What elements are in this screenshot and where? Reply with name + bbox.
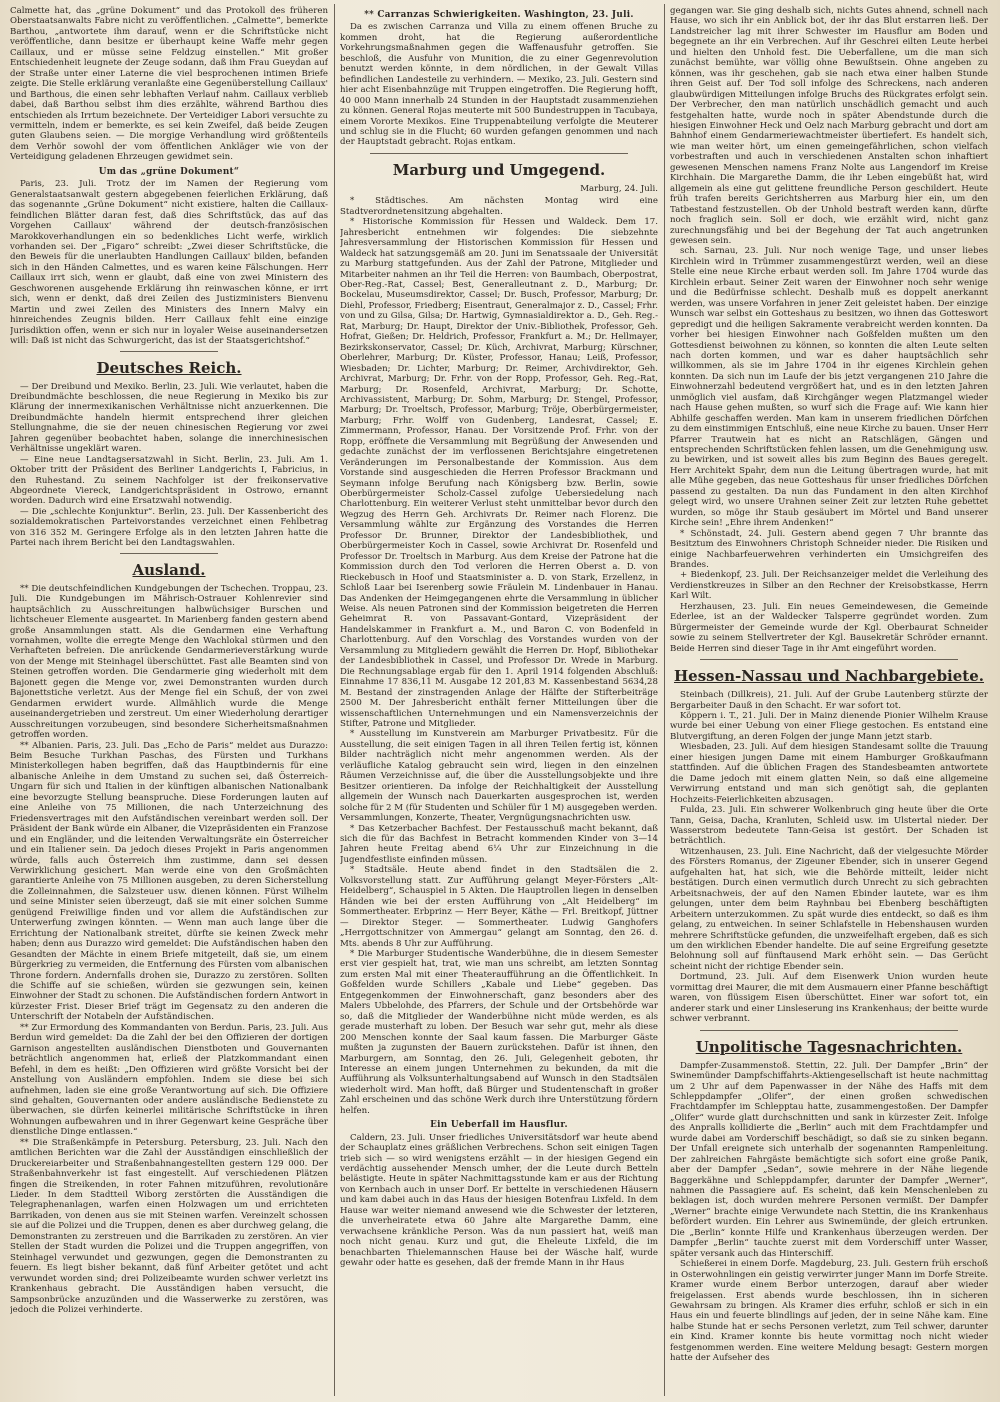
section-heading: Marburg und Umgegend. xyxy=(392,160,606,179)
article-paragraph: ** Zur Ermordung des Kommandanten von Berdun. Paris, 23. Juli. Aus Berdun wird gemeldet: Da die Zahl der bei den Offizieren der dortigen Garnison angestellten ausländischen Dienstboten und Gouvernanten beträchtlich angenommen hat, erließ der Platzkommandant einen Befehl, in dem es heißt: „Den Offizieren wird größte Vorsicht bei der Anstellung von Ausländern empfohlen. Indem sie diese bei sich aufnehmen, laden sie eine große Verantwortung auf sich. Die Offiziere sind gehalten, Gouvernanten oder andere ausländische Bedienstete zu überwachen, sie dürfen keinerlei militärische Schriftstücke in ihren Wohnungen aufbewahren und in ihrer Gegenwart keine Gespräche über dienstliche Dinge entlassen.“ xyxy=(10,1022,328,1138)
article-paragraph: gegangen war. Sie ging deshalb sich, nichts Gutes ahnend, schnell nach Hause, wo sich ihr ein Anblick bot, der ihr das Blut erstarren ließ. Der Landstreicher lag mit ihrer Schwester im Hausflur am Boden und begegnete an ihr ein Verbrechen. Auf ihr Geschrei eilten Leute herbei und hielten den Unhold fest. Die Ueberfallene, um die man sich zunächst bemühte, war völlig ohne Bewußtsein. Ohne angeben zu können, was ihr geschehen, gab sie nach etwa einer halben Stunde ihren Geist auf. Der Tod soll infolge des Schreckens, nach anderen glaubwürdigen Mitteilungen infolge Bruchs des Rückgrates erfolgt sein. Der Verbrecher, den man natürlich unschädlich gemacht und auch festgehalten hatte, wurde noch in später Abendstunde durch die hiesigen Einwohner Heck und Oelz nach Marburg gebracht und dort am Bahnhof einem Gendarmeriewachtmeister übertiefert. Es handelt sich, wie man weiter hört, um einen gemeingefährlichen, schon vielfach vorbestraften und auch in verschiedenen Anstalten schon inhaftiert gewesenen Menschen namens Franz Nolte aus Langendorf im Kreise Kirchhain. Die Margarethe Damm, die ihr Leben eingebüßt hat, wird allgemein als eine gut gelittene freundliche Person geschildert. Heute früh trafen bereits Gerichtsherren aus Marburg hier ein, um den Tatbestand festzustellen. Ob der Unhold bestraft werden kann, dürfte noch fraglich sein. Soll er doch, wie erzählt wird, nicht ganz zurechnungsfähig und bei der Begehung der Tat auch angetrunken gewesen sein. xyxy=(670,6,988,246)
article-paragraph: * Ausstellung im Kunstverein am Marburger Privatbesitz. Für die Ausstellung, die seit einigen Tagen in all ihren Teilen fertig ist, können Bilder nachträglich nicht mehr angenommen werden. Als der verläufliche Katalog gebraucht sein wird, liegen in den einzelnen Räumen Verzeichnisse auf, die über die Ausstellungsobjekte und ihre Besitzer orientieren. Da infolge der Reichhaltigkeit der Ausstellung allgemein der Wunsch nach Dauerkarten ausgesprochen ist, werden solche für 2 M (für Studenten und Schüler für 1 M) ausgegeben werden. xyxy=(340,729,658,813)
separator xyxy=(120,351,218,352)
article-paragraph: * Das Ketzerbacher Bachfest. Der Festausschuß macht bekannt, daß sich die für das Bachfest in Betracht kommenden Kinder von 3—14 Jahren heute Freitag abend 6¼ Uhr zur Einzeichnung in die Jugendfestliste einfinden müssen. xyxy=(340,823,658,865)
subheading: ** Carranzas Schwierigkeiten. Washington, 23. Juli. xyxy=(364,10,634,20)
article-paragraph: Caldern, 23. Juli. Unser friedliches Universitätsdorf war heute abend der Schauplatz eines gräßlichen Verbrechens. Schon seit einigen Tagen trieb sich — so wird wenigstens erzählt — in der hiesigen Gegend ein verdächtig aussehender Mensch umher, der die Leute durch Betteln belästigte. Heute in später Nachmittagsstunde kam er aus der Richtung von Kernbach auch in unser Dorf. Er bettelte in verschiedenen Häusern und kam dabei auch in das Haus der hiesigen Botenfrau Lixfeld. In dem Hause war weiter niemand anwesend wie die Schwester der letzteren, die unverheiratete etwa 60 Jahre alte Margarethe Damm, eine verwachsene kränkliche Person. Was da nun passiert hat, weiß man noch nicht genau. Kurz und gut, die Eheleute Lixfeld, die im benachbarten Thielemannschen Hause bei der Wäsche half, wurde gewahr oder hatte es gesehen, daß der fremde Mann in ihr Haus xyxy=(340,1132,658,1269)
article-paragraph: Schießerei in einem Dorfe. Magdeburg, 23. Juli. Gestern früh erschoß in Osterwohnlingen ein geistig verwirrter junger Mann im Dorfe Streite. Kramer wurde einem Berbor unterzogen, darauf aber wieder freigelassen. Erst abends wurde beschlossen, ihn in sicheren Gewahrsam zu bringen. Als Kramer dies erfuhr, schloß er sich in ein Haus ein und feuerte blindlings auf jeden, der in seine Nähe kam. Eine halbe Stunde hat er sechs Personen verletzt, zum Teil schwer, darunter ein Kind. Kramer konnte bis heute vormittag noch nicht wieder festgenommen werden. Eine weitere Meldung besagt: Gestern morgen hatte der Aufseher des xyxy=(670,1259,988,1364)
column-rule xyxy=(664,4,665,1396)
separator xyxy=(700,659,958,660)
article-paragraph: * Städtisches. Am nächsten Montag wird eine Stadtverordnetensitzung abgehalten. xyxy=(340,196,658,217)
separator xyxy=(370,153,628,154)
subheading: Versammlungen, Konzerte, Theater, Vergnügungsnachrichten usw. xyxy=(340,813,631,824)
section-heading: Deutsches Reich. xyxy=(96,358,242,377)
article-paragraph: Herzhausen, 23. Juli. Ein neues Gemeindewesen, die Gemeinde Ederlee, ist an der Waldecker Talsperre gegründet worden. Zum Bürgermeister der Gemeinde wurde der Kgl. Oberbaurat Schneider sowie zu seinem Stellvertreter der Kgl. Bausekretär Schröder ernannt. Beide Herren sind dieser Tage in ihr Amt eingeführt worden. xyxy=(670,601,988,654)
article-paragraph: Fulda, 23. Juli. Ein schwerer Wolkenbruch ging heute über die Orte Tann, Geisa, Dacha, Kranluten, Schleid usw. im Ulstertal nieder. Der Wasserstrom bedeutete Tann-Geisa ist gestört. Der Schaden ist beträchtlich. xyxy=(670,805,988,847)
article-paragraph: ** Albanien. Paris, 23. Juli. Das „Echo de Paris“ meldet aus Durazzo: Beim Besuche Turkhan Paschas, des Fürsten und Turkhans Ministerkollegen haben begriffen, daß das Hauptbindernis für eine albanische Anleihe in dem Umstand zu suchen sei, daß Österreich-Ungarn für sich und Italien in der künftigen albanischen Nationalbank eine bevorzugte Stellung beanspruche. Diese Forderungen lauten auf eine Anleihe von 75 Millionen, die nach Unterzeichnung des Friedensvertrages mit den Aufständischen vereinbart werden soll. Der Präsident der Bank würde ein Albaner, die Vizepräsidenten ein Franzose und ein Engländer, und die leitenden Verwaltungsräte ein Österreicher und ein Italiener sein. Da jedoch dieses Projekt in Paris angenommen würde, falls auch Österreich ihm zustimme, dann sei dessen Verwirklichung gesichert. Man werde eine von den Großmächten garantierte Anleihe von 75 Millionen ausgeben, zu deren Sicherstellung die Zolleinnahmen, die Salzsteuer usw. dienen können. Fürst Wilhelm und seine Minister seien überzeugt, daß sie mit einer solchen Summe genügend Freiwillige finden und vor allem die Aufständischen zur Unterwerfung zwingen könnten. — Wenn man auch lange über die Errichtung der Nationalbank streitet, dürfte sie keinen Zweck mehr haben; denn aus Durazzo wird gemeldet: Die Aufständischen haben den Gesandten der Mächte in einem Briefe mitgeteilt, daß sie, um einem Bürgerkrieg zu vermeiden, die Entfernung des Fürsten vom albanischen Throne fordern. Andernfalls drohen sie, Durazzo zu zerstören. Sollten die Schiffe auf sie schießen, würden sie gezwungen sein, keinen Einwohner der Stadt zu schonen. Die Aufständischen fordern Antwort in kürzester Frist. Dieser Brief trägt im Gegensatz zu den anderen die Unterschrift der Notabeln der Aufständischen. xyxy=(10,740,328,1023)
subheading: Um das „grüne Dokument“ xyxy=(98,166,240,177)
column-1 xyxy=(10,6,328,1394)
section-heading: Unpolitische Tagesnachrichten. xyxy=(695,1037,963,1056)
separator xyxy=(120,553,218,554)
article-paragraph: Calmette hat, das „grüne Dokument“ und das Protokoll des früheren Oberstaatsanwalts Fabre nicht zu veröffentlichen. „Calmette“, bemerkte Barthou, „antwortete ihm darauf, wenn er die Schriftstücke nicht veröffentliche, dann besitze er überhaupt keine Waffe mehr gegen Caillaux, und er müsse seine Feldzug einstellen.“ Mit großer Entschiedenheit leugnete der Zeuge sodann, daß ihm Frau Gueydan auf der Straße unter einer Laterne die viel besprochenen intimen Briefe zeigte. Die Stelle erklärung veranlaßte eine Gegenüberstellung Caillaux' und Barthous, die einen sehr lebhaften Verlauf nahm. Caillaux verblieb dabei, daß Barthou selbst ihm dies erzählte, während Barthou dies entschieden als Irrtum bezeichnete. Der Verteidiger Labori versuchte zu vermitteln, indem er bemerkte, es sei kein Zweifel, daß beide Zeugen guten Glaubens seien. — Die morgige Verhandlung wird größtenteils dem Verhör sowohl der vom öffentlichen Ankläger wie von der Verteidigung geladenen Ehrzeugen gewidmet sein. xyxy=(10,6,328,163)
separator xyxy=(700,1030,958,1031)
column-2 xyxy=(340,6,658,1394)
subheading: Ein Ueberfall im Hausflur. xyxy=(430,1120,568,1131)
article-paragraph: + Biedenkopf, 23. Juli. Der Reichsanzeiger meldet die Verleihung des Verdienstkreuzes in Silber an den Rechner der Kreisobstkasse, Herrn Karl Wilt. xyxy=(670,570,988,602)
article-paragraph: sch. Sarnau, 23. Juli. Nur noch wenige Tage, und unser liebes Kirchlein wird in Trümmer zusammengestürzt werden, weil an diese Stelle eine neue Kirche erbaut werden soll. Im Jahre 1704 wurde das Kirchlein erbaut. Seiner Zeit waren der Einwohner noch sehr wenige und die Bedürfnisse schlecht. Deshalb muß es doppelt anerkannt werden, was unsere Vorfahren in jener Zeit geleistet haben. Der einzige Wunsch war selbst ein Gotteshaus zu besitzen, wo ihnen das Gotteswort gepredigt und die heiligen Sakramente verabreicht werden konnten. Da vorher bei hiesigen Einwohner nach Goßfelden mußten um den Gottesdienst beiwohnen zu können, so konnten die alten Leute selten nach dorten kommen, und war es daher hauptsächlich sehr willkommen, als sie im Jahre 1704 in ihr eigenes Kirchlein gehen konnten. Da sich nun im Laufe der bis jetzt vergangenen 210 Jahre die Einwohnerzahl bedeutend vergrößert hat, und es in den letzten Jahren unmöglich viel ausfam, daß Kirchgänger wegen Platzmangel wieder nach Hause gehen mußten, so wurf sich die Frage auf: Wie kann hier Abhilfe geschaffen werden. Man kam in unserem friedlichen Dörfchen zu dem einstimmigen Entschluß, eine neue Kirche zu bauen. Unser Herr Pfarrer Trautwein hat es nicht an Ratschlägen, Gängen und entsprechenden Schriftstücken fehlen lassen, um die Genehmigung usw. zu bewirken, und ist soweit alles bis zum Beginn des Baues geregelt. Herr Architekt Spahr, dem nun die Leitung übertragen wurde, hat mit alle Mühe gegeben, das neue Gotteshaus für unser friedliches Dörfchen passend zu gestalten. Da nun das Fundament in den alten Kirchhof gelegt wird, wo unsere Urahnen seiner Zeit zur letzten Ruhe gebettet wurden, so möge ihr Staub gesäubert im Mörtel und Band unserer Kirche sein! „Ehre ihrem Andenken!“ xyxy=(670,246,988,529)
article-paragraph: Witzenhausen, 23. Juli. Eine Nachricht, daß der vielgesuchte Mörder des Försters Romanus, der Zigeuner Ebender, sich in unserer Gegend aufgehalten hat, hat sich, wie die Behörde mitteilt, leider nicht bestätigen. Durch einen vermutlich durch Unrecht zu sich gebrachten Arbeitsnachweis, der auf den Namen Ebinder lautete, war es ihm gelungen, unter dem beim Rayhnbau bei Ebenberg beschäftigten Arbeitern unterzukommen. Zu spät wurde dies entdeckt, so daß es ihm gelang, zu entweichen. In seiner Schlafstelle in Hebenshausen wurden mehrere Schriftstücke gefunden, die unzweifelhaft ergeben, daß es sich um den wirklichen Ebender handelte. Die auf seine Ergreifung gesetzte Belohnung soll auf fünftausend Mark erhöht sein. — Das Gerücht scheint nicht der richtige Ebender sein. xyxy=(670,846,988,972)
article-paragraph: Steinbach (Dillkreis), 21. Juli. Auf der Grube Lautenberg stürzte der Bergarbeiter Dauß in den Schacht. Er war sofort tot. xyxy=(670,690,988,711)
dateline: Marburg, 24. Juli. xyxy=(580,183,658,194)
article-paragraph: — Eine neue Landtagsersatzwahl in Sicht. Berlin, 23. Juli. Am 1. Oktober tritt der Präsident des Berliner Landgerichts I, Fabricius, in den Ruhestand. Zu seinem Nachfolger ist der freikonservative Abgeordnete Viereck, Landgerichtspräsident in Ostrowo, ernannt worden. Dadurch wird eine Ersatzwahl notwendig. xyxy=(10,454,328,507)
article-paragraph: * Historische Kommission für Hessen und Waldeck. Dem 17. Jahresbericht entnehmen wir folgendes: Die siebzehnte Jahresversammlung der Historischen Kommission für Hessen und Waldeck hat satzungsgemäß am 20. Juni im Senatssaale der Universität zu Marburg stattgefunden. Aus der Zahl der Patrone, Mitglieder und Mitarbeiter nahmen an ihr Teil die Herren: von Baumbach, Oberpostrat, Ober-Reg.-Rat, Cassel; Best, Generalleutnant z. D., Marburg; Dr. Bockelau, Museumsdirektor, Cassel; Dr. Busch, Professor, Marburg; Dr. Diehl, Professor, Friedberg; Eisentraut, Generalmajor z. D., Cassel; Frhr. von und zu Gilsa, Gilsa; Dr. Hartwig, Gymnasialdirektor a. D., Geh. Reg.-Rat, Marburg; Dr. Haupt, Direktor der Univ.-Bibliothek, Professor, Geh. Hofrat, Gießen; Dr. Heldrich, Professor, Frankfurt a. M.; Dr. Hellmayer, Bezirkskonservator, Cassel; Dr. Küch, Archivrat, Marburg; Kürschner, Oberlehrer, Marburg; Dr. Küster, Professor, Hanau; Leiß, Professor, Wiesbaden; Dr. Lichter, Marburg; Dr. Reimer, Archivdirektor, Geh. Archivrat, Marburg; Dr. Frhr. von der Ropp, Professor, Geh. Reg.-Rat, Marburg; Dr. Rosenfeld, Archivrat, Marburg; Dr. Schotte, Archivassistent, Marburg; Dr. Sohm, Marburg; Dr. Stengel, Professor, Marburg; Dr. Troeltsch, Professor, Marburg; Tröje, Oberbürgermeister, Marburg; Frhr. Wolff von Gudenberg, Landesrat, Cassel; E. Zimmermann, Professor, Hanau. Der Vorsitzende Prof. Frhr. von der Ropp, eröffnete die Versammlung mit Begrüßung der Anwesenden und gedachte zunächst der im verflossenen Berichtsjahre eingetretenen Veränderungen im Personalbestande der Kommission. Aus dem Vorstande sind ausgeschieden die Herren Professor Brackmann und Seymann infolge Berufung nach Königsberg bzw. Berlin, sowie Oberbürgermeister Scholz-Cassel zufolge Uebersiedelung nach Charlottenburg. Ein weiterer Verlust steht unmittelbar bevor durch den Wegzug des Herrn Geh. Archivrats Dr. Reimer nach Florenz. Die Versammlung wählte zur Ergänzung des Vorstandes die Herren Professor Dr. Brunner, Direktor der Landesbibliothek, und Oberbürgermeister Koch in Cassel, sowie Archivrat Dr. Rosenfeld und Professor Dr. Troeltsch in Marburg. Aus dem Kreise der Patrone hat die Kommission durch den Tod verloren die Herren Oberst a. D. von Rieckebusch in Hoof und Staatsminister a. D. von Stark, Erzellenz, in Schloß Laar bei Iserenberg sowie Fräulein M. Lindenbauer in Hanau. Das Andenken der Heimgegangenen ehrte die Versammlung in üblicher Weise. Als neuen Patronen sind der Kommission beigetreten die Herren Geheimrat R. von Passavant-Gontard, Vizepräsident der Handelskammer in Frankfurt a. M., und Baron C. von Bodenfeld in Charlottenburg. Auf den Vorschlag des Vorstandes wurden von der Versammlung zu Mitgliedern gewählt die Herren Dr. Hopf, Bibliothekar der Landesbibliothek in Cassel, und Professor Dr. Wrede in Marburg. Die Rechnungsablage ergab für den 1. April 1914 folgenden Abschluß: Einnahme 17 836,11 M. Ausgabe 12 201,83 M. Kassenbestand 5634,28 M. Bestand der zinstragenden Anlage der Hälfte der Stifterbeiträge 2500 M. Der Jahresbericht enthält ferner Mitteilungen über die wissenschaftlichen Unternehmungen und ein Namensverzeichnis der Stifter, Patrone und Mitglieder. xyxy=(340,217,658,729)
article-paragraph: Da es zwischen Carranza und Villa zu einem offenen Bruche zu kommen droht, hat die Regierung außerordentliche Vorkehrungsmaßnahmen gegen die Waffenausfuhr getroffen. Sie beschloß, die Ausfuhr von Munition, die zu einer Gegenrevolution benutzt werden könnte, in dem nördlichen, in der Gewalt Villas befindlichen Landesteile zu verhindern. — Mexiko, 23. Juli. Gestern sind hier acht Eisenbahnzüge mit Truppen eingetroffen. Die Regierung hofft, 40 000 Mann innerhalb 24 Stunden in der Hauptstadt zusammenziehen zu können. General Rojas meuterte mit 500 Bundestruppen in Tacubaya, einem Vororte Mexikos. Eine Truppenabteilung verfolgte die Meuterer und schlug sie in die Flucht; 60 wurden gefangen genommen und nach der Hauptstadt gebracht. Rojas entkam. xyxy=(340,22,658,148)
article-paragraph: Köppern i. T., 21. Juli. Der in Mainz dienende Pionier Wilhelm Krause wurde bei einer Uebung von einer Fliege gestochen. Es entstand eine Blutvergiftung, an deren Folgen der junge Mann jetzt starb. xyxy=(670,711,988,742)
article-paragraph: Wiesbaden, 23. Juli. Auf dem hiesigen Standesamt sollte die Trauung einer hiesigen jungen Dame mit einem Hamburger Großkaufmann stattfinden. Auf die üblichen Fragen des Standesbeamten antwortete die Dame jedoch mit einem glatten Nein, so daß eine allgemeine Verwirrung entstand und man sich genötigt sah, die geplanten Hochzeits-Feierlichkeiten abzusagen. xyxy=(670,742,988,805)
article-paragraph: Dampfer-Zusammenstoß. Stettin, 22. Juli. Der Dampfer „Brin“ der Swinemünder Dampfschiffahrts-Aktiengesellschaft ist heute nachmittag um 2 Uhr auf dem Papenwasser in der Nähe des Haffs mit dem Schleppdampfer „Olifer“, der einen großen schwedischen Frachtdampfer im Schlepptau hatte, zusammengestoßen. Der Dampfer „Olifer“ wurde glatt durchschnitten und sank in kürzester Zeit. Infolge des Anpralls kollidierte die „Berlin“ auch mit dem Frachtdampfer und wurde dabei am Vorderschiff beschädigt, so daß sie zu sinken begann. Der Unfall ereignete sich unterhalb der sogenannten Rampenleitung. Der zahlreichen Fahrgäste bemächtigte sich sofort eine große Panik, aber der Dampfer „Sedan“, sowie mehrere in der Nähe liegende Baggerkähne und Schleppdampfer, darunter der Dampfer „Werner“, nahmen die Passagiere auf. Es scheint, daß kein Menschenleben zu beklagen ist, doch wurden mehrere Personen vermißt. Der Dampfer „Werner“ brachte einige Verwundete nach Stettin, die ins Krankenhaus befördert wurden. Ein Lehrer aus Swinemünde, der gleich ertrunken. Die „Berlin“ konnte Hilfe und Krankenhaus überzeugen werden. Der Dampfer „Berlin“ tauchte zuerst mit dem Vorderschiff unter Wasser, später versank auch das Hinterschiff. xyxy=(670,1060,988,1259)
column-rule xyxy=(334,4,335,1396)
article-paragraph: ** Die Straßenkämpfe in Petersburg. Petersburg, 23. Juli. Nach den amtlichen Berichten war die Zahl der Ausständigen einschließlich der Druckereiarbeiter und Straßenbahnangestellten gestern 129 000. Der Straßenbahnverkehr ist fast eingestellt. Auf verschiedenen Plätzen fingen die Streikenden, in roter Fahnen mitzuführen, revolutionäre Lieder. In dem Stadtteil Wiborg zerstörten die Ausständigen die Telegraphenanlagen, warfen einen Holzwagen um und errichteten Barrikaden, von denen aus sie mit Steinen warfen. Vereinzelt schossen sie auf die Polizei und die Truppen, denen es aber durchweg gelang, die Demonstranten zu zerstreuen und die Barrikaden zu zerstören. An vier Stellen der Stadt wurden die Polizei und die Truppen angegriffen, von Steinhagel verwundet und gezwungen, gegen die Demonstranten zu feuern. Es liegt bisher bekannt, daß fünf Arbeiter getötet und acht verwundet worden sind; drei Polizeibeamte wurden schwer verletzt ins Krankenhaus gebracht. Die Ausständigen haben versucht, die Sampsonbrücke anzuzünden und die Wasserwerke zu zerstören, was jedoch die Polizei verhinderte. xyxy=(10,1137,328,1316)
column-3 xyxy=(670,6,988,1394)
article-paragraph: * Schönstadt, 24. Juli. Gestern abend gegen 7 Uhr brannte das Besitztum des Einwohners Christoph Schneider nieder. Die Risiken und einige Nachbarfeuerwehren verhinderten ein Umsichgreifen des Brandes. xyxy=(670,528,988,571)
article-paragraph: — Der Dreibund und Mexiko. Berlin, 23. Juli. Wie verlautet, haben die Dreibundmächte beschlossen, die neue Regierung in Mexiko bis zur Klärung der innermexikanischen Verhältnisse nicht anzuerkennen. Die Dreibundmächte handeln hiermit entsprechend ihrer gleichen Stellungnahme, die sie der neuen chinesischen Regierung vor zwei Jahren gegenüber beobachtet haben, solange die innerchinesischen Verhältnisse ungeklärt waren. xyxy=(10,381,328,455)
article-paragraph: Dortmund, 23. Juli. Auf dem Eisenwerk Union wurden heute vormittag drei Maurer, die mit dem Ausmauern einer Pfanne beschäftigt waren, von flüssigem Eisen überschüttet. Einer war sofort tot, ein anderer stark und einer Linsleserung ins Krankenhaus; der beitte wurde schwer verbrannt. xyxy=(670,972,988,1025)
section-heading: Hessen-Nassau und Nachbargebiete. xyxy=(673,667,984,686)
article-paragraph: * Stadtsäle. Heute abend findet in den Stadtsälen die 2. Volksvorstellung statt. Zur Aufführung gelangt Meyer-Försters „Alt-Heidelberg“, Schauspiel in 5 Akten. Die Hauptrollen liegen in denselben Händen wie bei der ersten Aufführung von „Alt Heidelberg“ im Sommertheater. Erbprinz — Herr Beyer, Käthe — Frl. Breitkopf, Jüttner — Direktor Steger. — Sommertheater. Ludwig Ganghofers „Herrgottschnitzer von Ammergau“ gelangt am Sonntag, den 26. d. Mts. abends 8 Uhr zur Aufführung. xyxy=(340,865,658,949)
article-paragraph: * Die Marburger Studentische Wanderbühne, die in diesem Semester erst vier gespielt hat, trat, wie man uns schreibt, am letzten Sonntag zum ersten Mal mit einer Theateraufführung an die Öffentlichkeit. In Goßfelden wurde Schillers „Kabale und Liebe“ gegeben. Das Entgegenkommen der Einwohnerschaft, ganz besonders aber des Malers Ubbelohde, des Pfarrers, der Schule und der Ortsbehörde war so, daß die Mitglieder der Wanderbühne nicht müde werden, es als gerade musterhaft zu loben. Der Besuch war sehr gut, mehr als diese 200 Menschen konnte der Saal kaum fassen. Die Marburger Gäste mußten ja zugunsten der Bauern zurückstehen. Dafür ist ihnen, den Marburgern, am Sonntag, den 26. Juli, Gelegenheit geboten, ihr Interesse an einem jungen Unternehmen zu bekunden, da mit die Aufführung als Volksunterhaltungsabend auf Wunsch in den Stadtsälen wiederholt wird. Man hofft, daß Bürger und Studentenschaft in großer Zahl erscheinen und das schöne Werk durch ihre Unterstützung fördern helfen. xyxy=(340,948,658,1116)
section-heading: Ausland. xyxy=(132,560,206,579)
article-paragraph: — Die „schlechte Konjunktur“. Berlin, 23. Juli. Der Kassenbericht des sozialdemokratischen Parteivorstandes verzeichnet einen Fehlbetrag von 316 352 M. Geringere Erfolge als in den letzten Jahren hatte die Partei nach ihrem Bericht bei den Landtagswahlen. xyxy=(10,506,328,549)
article-paragraph: ** Die deutschfeindlichen Kundgebungen der Tschechen. Troppau, 23. Juli. Die Kundgebungen im Mährisch-Ostrauer Kohlenrevier sind hauptsächlich zu Ausschreitungen halbwüchsiger Burschen und lichtscheuer Elemente ausgeartet. In Marienberg fanden gestern abend große Ansammlungen statt. Als die Gendarmen eine Verhaftung vornahmen, wollte die erregte Menge den Wachlokal stürmen und den Verhafteten befreien. Die anrückende Gendarmerieverstärkung wurde von der Menge mit Steinhagel überschüttet. Fast alle Beamten sind von Steinen getroffen worden. Die Gendarmerie ging wiederholt mit dem Bajonett gegen die Menge vor, zwei Demonstranten wurden durch Bajonettstiche verletzt. Aus der Menge fiel ein Schuß, der von zwei Gendarmen erwidert wurde. Allmählich wurde die Menge auseinandergetrieben und zerstreut. Um einer Wiederholung derartiger Ausschreitungen vorzubeugen, sind besondere Sicherheitsmaßnahmen getroffen worden. xyxy=(10,583,328,741)
article-paragraph: Paris, 23. Juli. Trotz der im Namen der Regierung vom Generalstaatsanwalt gestern abgegebenen feierlichen Erklärung, daß das sogenannte „Grüne Dokument“ nicht existiere, halten die Caillaux-feindlichen Blätter daran fest, daß dies Schriftstück, das auf das Vorgehen Caillaux' während der deutsch-französischen Marokkoverhandlungen ein so bedenkliches Licht werfe, wirklich vorhanden sei. Der „Figaro“ schreibt: „Zwei dieser Schriftstücke, die den Beweis für die unerlaubten Handlungen Caillaux' bilden, befanden sich in den Händen Calmettes, und es waren keine Fälschungen. Herr Caillaux irrt sich, wenn er glaubt, daß eine von zwei Ministern des Geschworenen ausgehende Erklärung ihn reinwaschen könne, er irrt sich, wenn er denkt, daß drei Zeilen des Justizministers Bienvenu Martin und zwei Zeilen des Ministers des Innern Malvy ein hinreichendes Zeugnis bilden. Herr Caillaux fehlt eine einzige Jurisdiktion offen, wenn er sich nur in loyaler Weise auseinandersetzen will: Daß ist nicht das Schwurgericht, das ist der Staatsgerichtshof.“ xyxy=(10,179,328,347)
